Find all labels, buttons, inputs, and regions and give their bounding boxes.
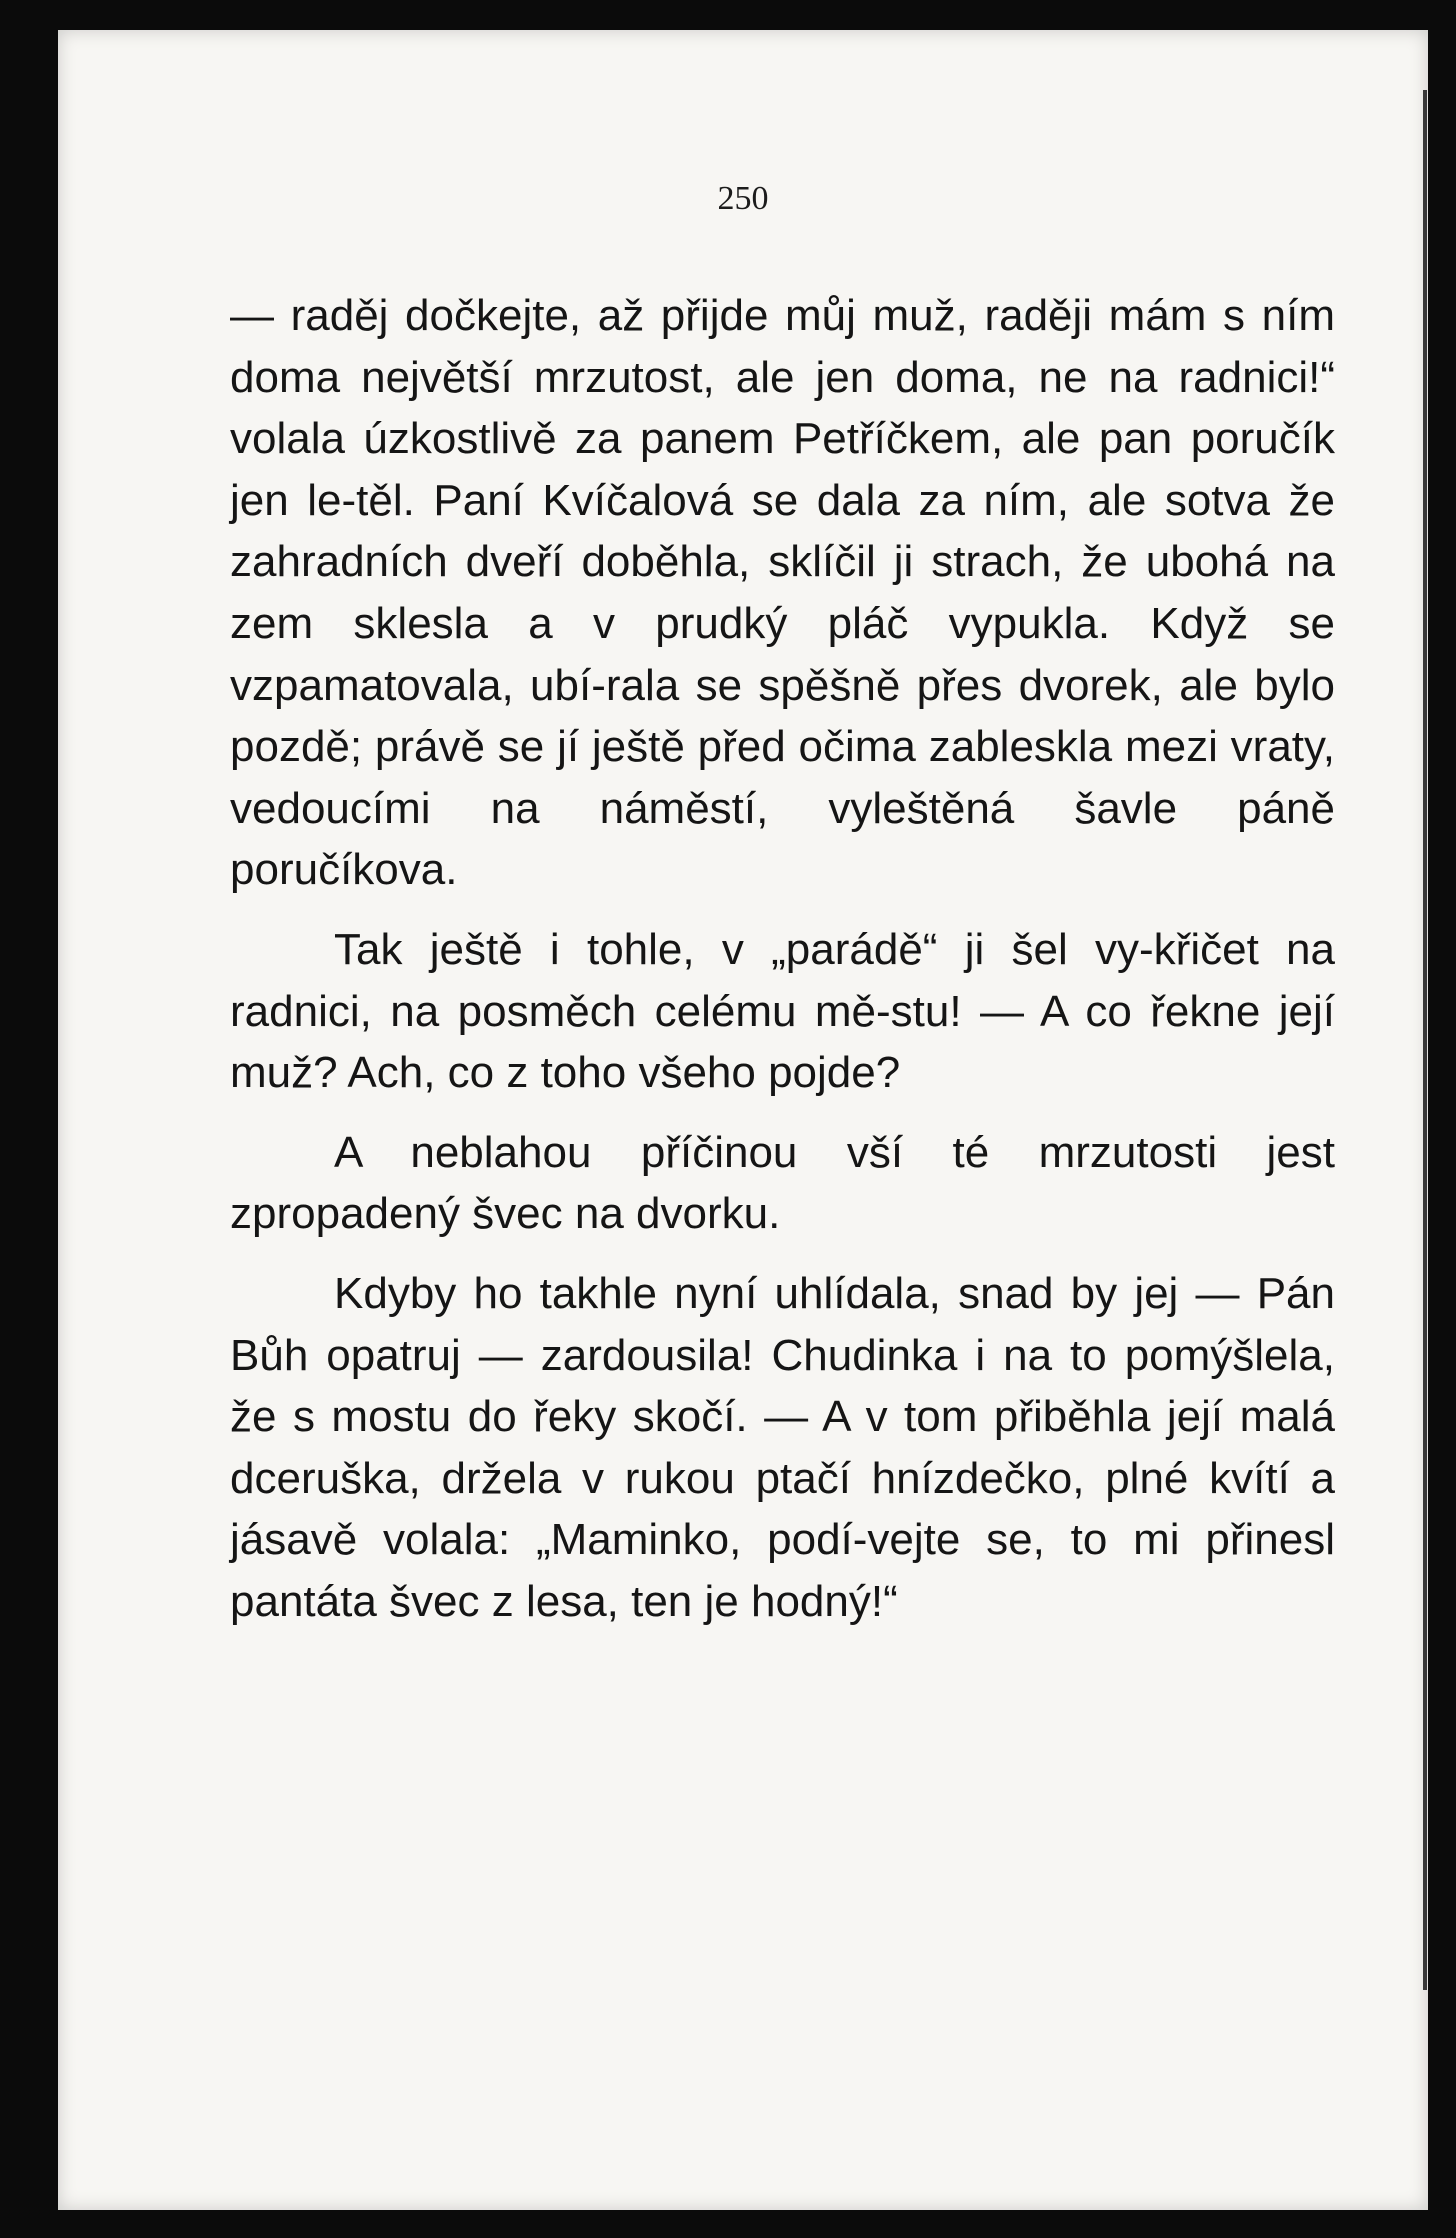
paragraph-2: Tak ještě i tohle, v „parádě“ ji šel vy-křičet na radnici, na posměch celému mě-stu! — A co řekne její muž? Ach, co z toho všeho pojde? [230, 924, 1335, 1098]
paragraph-4: Kdyby ho takhle nyní uhlídala, snad by jej — Pán Bůh opatruj — zardousila! Chudinka i na to pomýšlela, že s mostu do řeky skočí. — A v tom přiběhla její malá dceruška, držela v rukou ptačí hnízdečko, plné kvítí a jásavě volala: „Maminko, podí-vejte se, to mi přinesl pantáta švec z lesa, ten je hodný!“ [230, 1268, 1335, 1626]
body-text [230, 285, 1335, 1632]
page-edge-shadow [1423, 90, 1427, 1990]
paragraph-1: — raděj dočkejte, až přijde můj muž, raději mám s ním doma největší mrzutost, ale jen doma, ne na radnici!“ volala úzkostlivě za panem Petříčkem, ale pan poručík jen le-těl. Paní Kvíčalová se dala za ním, ale sotva že zahradních dveří doběhla, sklíčil ji strach, že ubohá na zem sklesla a v prudký pláč vypukla. Když se vzpamatovala, ubí-rala se spěšně přes dvorek, ale bylo pozdě; právě se jí ještě před očima zableskla mezi vraty, vedoucími na náměstí, vyleštěná šavle páně poručíkova. [230, 291, 1335, 895]
page-number: 250 [717, 180, 769, 217]
paragraph-3: A neblahou příčinou vší té mrzutosti jest zpropadený švec na dvorku. [230, 1127, 1335, 1239]
book-page [58, 30, 1428, 2210]
